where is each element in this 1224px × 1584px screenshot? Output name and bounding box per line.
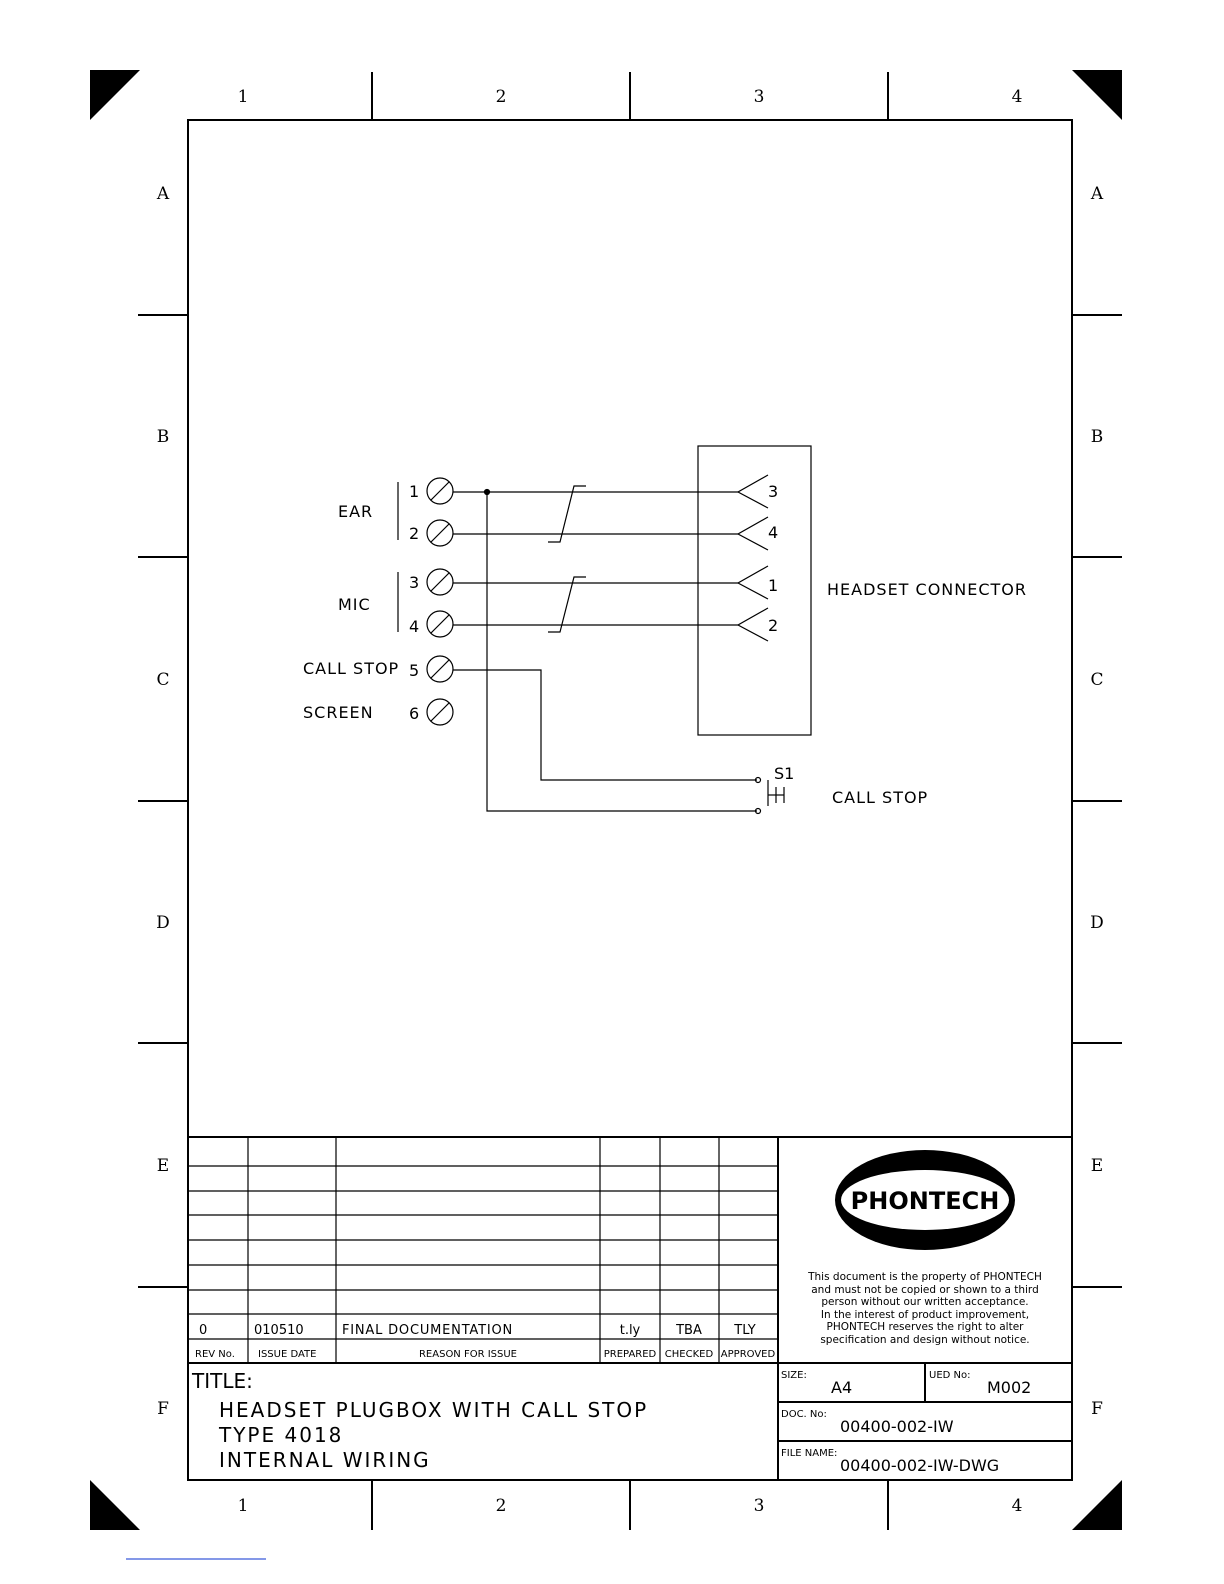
grid-col-label: 1 (237, 87, 249, 107)
terminal-number: 2 (409, 524, 420, 543)
grid-col-label: 3 (753, 87, 765, 107)
connector-pin-number: 4 (768, 523, 779, 542)
grid-col-label: 2 (495, 87, 507, 107)
header-reason-for-issue: REASON FOR ISSUE (418, 1349, 518, 1360)
checked-value: TBA (676, 1323, 702, 1338)
header-prepared: PREPARED (603, 1349, 657, 1360)
doc-number-label: DOC. No: (781, 1409, 827, 1420)
grid-col-label: 2 (495, 1496, 507, 1516)
grid-row-label: B (156, 427, 170, 447)
grid-row-label: A (1090, 184, 1104, 204)
terminal-number: 5 (409, 661, 420, 680)
header-rev-no: REV No. (195, 1349, 235, 1360)
grid-col-label: 1 (237, 1496, 249, 1516)
rev-number-value: 0 (199, 1323, 208, 1338)
corner-mark-top-left (90, 70, 140, 120)
connector-pin-number: 3 (768, 482, 779, 501)
connector-pin-icons (738, 475, 768, 641)
grid-row-label: C (156, 670, 170, 690)
grid-row-label: D (156, 913, 170, 933)
group-label-screen: SCREEN (303, 703, 374, 722)
row-dividers (138, 315, 1122, 1287)
grid-row-label: F (1091, 1399, 1103, 1419)
file-name-value: 00400-002-IW-DWG (840, 1456, 1000, 1475)
property-notice (807, 1271, 1042, 1346)
terminal-number: 1 (409, 482, 420, 501)
header-approved: APPROVED (720, 1349, 776, 1360)
doc-number-value: 00400-002-IW (840, 1417, 954, 1436)
grid-row-label: B (1090, 427, 1104, 447)
prepared-value: t.ly (619, 1323, 641, 1338)
corner-mark-bottom-right (1072, 1480, 1122, 1530)
grid-col-label: 3 (753, 1496, 765, 1516)
title-line: INTERNAL WIRING (219, 1448, 431, 1472)
wire-call-stop (453, 670, 757, 780)
terminal-number: 3 (409, 573, 420, 592)
approved-value: TLY (734, 1323, 756, 1338)
grid-row-label: F (157, 1399, 169, 1419)
title-line: HEADSET PLUGBOX WITH CALL STOP (219, 1398, 649, 1422)
ued-value: M002 (987, 1378, 1032, 1397)
connector-pin-number: 1 (768, 576, 779, 595)
wiring-schematic (303, 446, 1027, 814)
wire-common-to-switch (487, 492, 757, 811)
logo-text: PHONTECH (850, 1187, 1000, 1215)
twisted-pair-mark-mic (548, 577, 586, 632)
headset-connector-body (698, 446, 811, 735)
grid-row-label: A (156, 184, 170, 204)
grid-col-label: 4 (1011, 87, 1023, 107)
ued-label: UED No: (929, 1370, 971, 1381)
title-label: TITLE: (192, 1369, 253, 1393)
grid-col-label: 4 (1011, 1496, 1023, 1516)
notice-line: This document is the property of PHONTECH (808, 1271, 1042, 1283)
switch-label: CALL STOP (832, 788, 929, 807)
terminal-number: 4 (409, 617, 420, 636)
headset-connector-label: HEADSET CONNECTOR (827, 580, 1027, 599)
notice-line: and must not be copied or shown to a third (811, 1284, 1039, 1296)
connector-pin-number: 2 (768, 616, 779, 635)
corner-mark-bottom-left (90, 1480, 140, 1530)
switch-ref: S1 (774, 764, 795, 783)
size-value: A4 (831, 1378, 853, 1397)
file-name-label: FILE NAME: (781, 1448, 838, 1459)
grid-row-label: E (156, 1156, 170, 1176)
group-label-ear: EAR (338, 502, 374, 521)
notice-line: specification and design without notice. (820, 1334, 1030, 1346)
header-checked: CHECKED (664, 1349, 714, 1360)
issue-date-value: 010510 (254, 1323, 304, 1338)
title-line: TYPE 4018 (219, 1423, 344, 1447)
terminal-number: 6 (409, 704, 420, 723)
group-label-mic: MIC (338, 595, 371, 614)
group-label-call-stop: CALL STOP (303, 659, 400, 678)
size-label: SIZE: (781, 1370, 807, 1381)
grid-row-label: C (1090, 670, 1104, 690)
notice-line: PHONTECH reserves the right to alter (826, 1321, 1024, 1333)
grid-row-label: D (1090, 913, 1104, 933)
phontech-logo (835, 1150, 1015, 1250)
notice-line: person without our written acceptance. (821, 1296, 1029, 1308)
column-dividers (372, 72, 888, 1530)
grid-row-label: E (1090, 1156, 1104, 1176)
corner-mark-top-right (1072, 70, 1122, 120)
screw-terminal-icons (427, 478, 453, 725)
header-issue-date: ISSUE DATE (258, 1349, 317, 1360)
reason-for-issue-value: FINAL DOCUMENTATION (342, 1323, 514, 1338)
notice-line: In the interest of product improvement, (820, 1309, 1030, 1321)
